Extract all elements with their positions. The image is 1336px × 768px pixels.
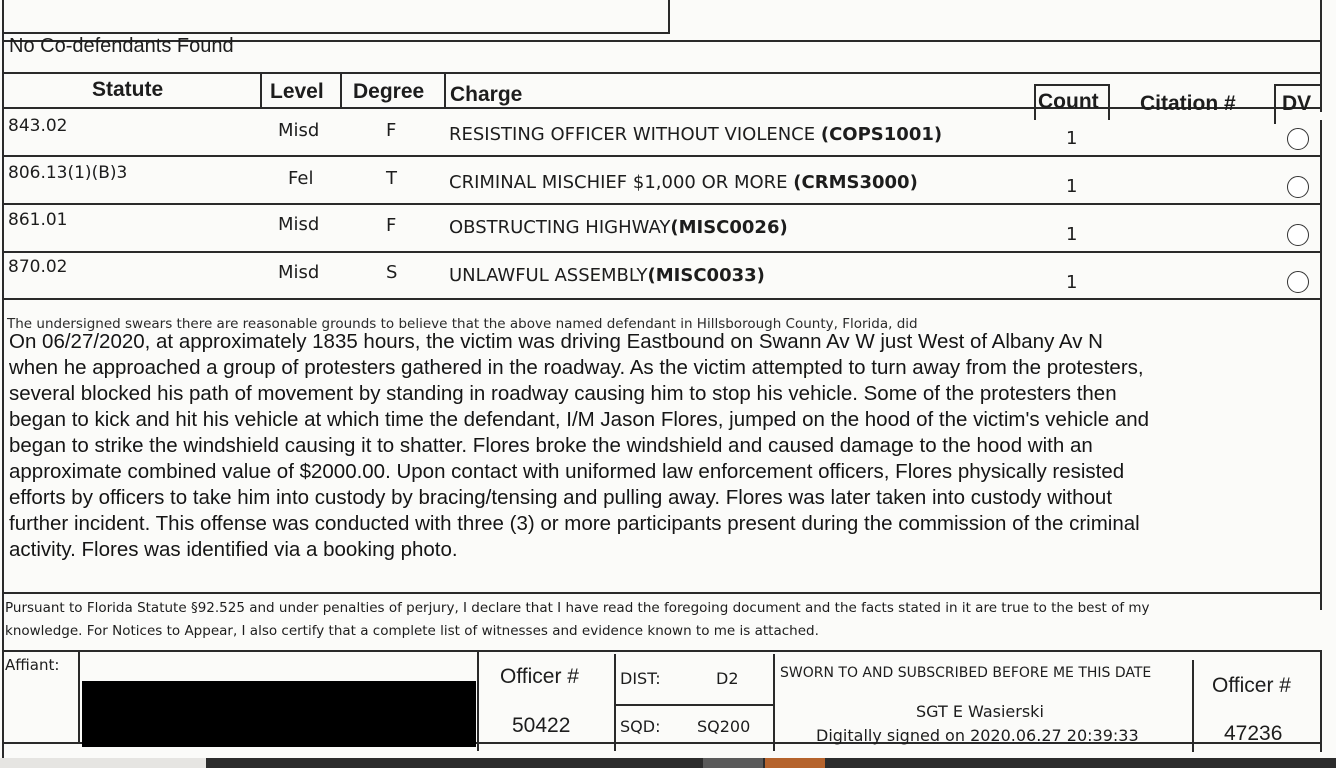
frame-line	[1320, 120, 1322, 305]
charge-code: (CRMS3000)	[793, 172, 918, 193]
frame-line	[1320, 300, 1322, 610]
narrative-line: began to strike the windshield causing it to shatter. Flores broke the windshield and caused damage to the hood with an	[9, 434, 1093, 457]
scan-edge-bar	[0, 758, 1336, 768]
redaction-box	[82, 681, 476, 747]
charge-code: (MISC0033)	[647, 265, 765, 286]
statute-cell: 861.01	[8, 210, 68, 230]
dv-radio[interactable]	[1287, 271, 1309, 293]
codefendants-text: No Co-defendants Found	[9, 35, 234, 57]
frame-line	[340, 74, 342, 108]
dv-radio[interactable]	[1287, 224, 1309, 246]
dist-label: DIST:	[620, 669, 661, 688]
sqd-label: SQD:	[620, 717, 661, 736]
statute-cell: 870.02	[8, 257, 68, 277]
signed-on: Digitally signed on 2020.06.27 20:39:33	[816, 726, 1139, 745]
header-dv: DV	[1282, 92, 1312, 115]
count-cell: 1	[1066, 272, 1078, 293]
degree-cell: T	[386, 168, 397, 189]
sworn-intro: The undersigned swears there are reasonable grounds to believe that the above named defendant in Hillsborough County, Florida, did	[7, 316, 918, 332]
frame-line	[1320, 652, 1322, 752]
charge-cell	[449, 217, 788, 238]
frame-line	[773, 654, 775, 751]
officer2-number: 47236	[1224, 722, 1283, 745]
frame-line	[1320, 40, 1322, 72]
degree-cell: F	[386, 120, 397, 141]
dv-radio[interactable]	[1287, 176, 1309, 198]
charge-cell	[449, 172, 918, 193]
scan-edge-orange	[765, 758, 825, 768]
frame-line	[2, 592, 1322, 594]
header-count: Count	[1038, 90, 1099, 113]
frame-line	[1034, 84, 1036, 120]
row-divider	[2, 251, 1322, 253]
frame-line	[2, 72, 4, 762]
scan-edge-gray	[703, 758, 763, 768]
narrative-line: On 06/27/2020, at approximately 1835 hours, the victim was driving Eastbound on Swann Av W just West of Albany Av N	[9, 330, 1103, 353]
frame-line	[668, 0, 670, 33]
charge-code: (COPS1001)	[820, 124, 943, 145]
frame-line	[78, 651, 80, 743]
statute-cell: 843.02	[8, 116, 68, 136]
officer2-label: Officer #	[1212, 674, 1291, 697]
perjury-line: knowledge. For Notices to Appear, I also certify that a complete list of witnesses and evidence known to me is attached.	[5, 623, 819, 639]
frame-line	[1320, 0, 1322, 42]
frame-line	[1274, 84, 1276, 124]
row-divider	[2, 155, 1322, 157]
frame-line	[2, 32, 670, 34]
narrative-line: several blocked his path of movement by standing in roadway causing him to stop his vehicle. Some of the protesters then	[9, 382, 1117, 405]
charge-text: OBSTRUCTING HIGHWAY	[449, 217, 671, 238]
header-statute: Statute	[92, 78, 164, 101]
header-charge: Charge	[450, 83, 523, 106]
degree-cell: F	[386, 215, 397, 236]
degree-cell: S	[386, 262, 398, 283]
charge-text: CRIMINAL MISCHIEF $1,000 OR MORE	[449, 172, 788, 193]
frame-line	[2, 72, 1322, 74]
frame-line	[444, 74, 446, 108]
statute-cell: 806.13(1)(B)3	[8, 163, 128, 183]
level-cell: Fel	[288, 168, 314, 189]
frame-line	[1274, 84, 1322, 86]
frame-line	[2, 107, 1322, 109]
count-cell: 1	[1066, 224, 1078, 245]
narrative-line: approximate combined value of $2000.00. Upon contact with uniformed law enforcement officers, Flores physically resisted	[9, 460, 1125, 483]
row-divider	[2, 203, 1322, 205]
frame-line	[1034, 84, 1109, 86]
dist-value: D2	[716, 669, 739, 688]
count-cell: 1	[1066, 128, 1078, 149]
narrative-line: further incident. This offense was conducted with three (3) or more participants present during the commission of the criminal	[9, 512, 1140, 535]
level-cell: Misd	[278, 120, 320, 141]
count-cell: 1	[1066, 176, 1078, 197]
frame-line	[1108, 84, 1110, 120]
frame-line	[2, 650, 1322, 652]
narrative-line: began to kick and hit his vehicle at which time the defendant, I/M Jason Flores, jumped on the hood of the victim's vehicle and	[9, 408, 1150, 431]
officer-number: 50422	[512, 714, 571, 737]
narrative-line: when he approached a group of protesters gathered in the roadway. As the victim attempted to turn away from the protesters,	[9, 356, 1144, 379]
frame-line	[260, 74, 262, 108]
frame-line	[1192, 660, 1194, 752]
sworn-label: SWORN TO AND SUBSCRIBED BEFORE ME THIS DATE	[780, 665, 1152, 681]
signer-name: SGT E Wasierski	[916, 702, 1044, 721]
narrative-line: efforts by officers to take him into custody by bracing/tensing and pulling away. Flores was later taken into custody without	[9, 486, 1113, 509]
frame-line	[2, 33, 4, 73]
header-citation: Citation #	[1140, 92, 1236, 115]
charge-text: UNLAWFUL ASSEMBLY	[449, 265, 648, 286]
narrative-line: activity. Flores was identified via a booking photo.	[9, 538, 458, 561]
charge-cell	[449, 124, 942, 145]
frame-line	[614, 654, 616, 751]
header-degree: Degree	[353, 80, 425, 103]
perjury-line: Pursuant to Florida Statute §92.525 and under penalties of perjury, I declare that I have read the foregoing document and the facts stated in it are true to the best of my	[5, 600, 1150, 616]
officer-label: Officer #	[500, 665, 579, 688]
row-divider	[2, 298, 1322, 300]
frame-line	[1320, 72, 1322, 112]
level-cell: Misd	[278, 262, 320, 283]
frame-line	[477, 651, 479, 751]
dv-radio[interactable]	[1287, 128, 1309, 150]
sqd-value: SQ200	[697, 717, 751, 736]
scan-edge-light	[0, 758, 206, 768]
header-level: Level	[270, 80, 324, 103]
charge-code: (MISC0026)	[670, 217, 788, 238]
frame-line	[614, 704, 774, 706]
charge-cell	[449, 265, 765, 286]
frame-line	[2, 0, 4, 35]
level-cell: Misd	[278, 214, 320, 235]
charge-text: RESISTING OFFICER WITHOUT VIOLENCE	[449, 124, 816, 145]
affiant-label: Affiant:	[5, 656, 60, 674]
